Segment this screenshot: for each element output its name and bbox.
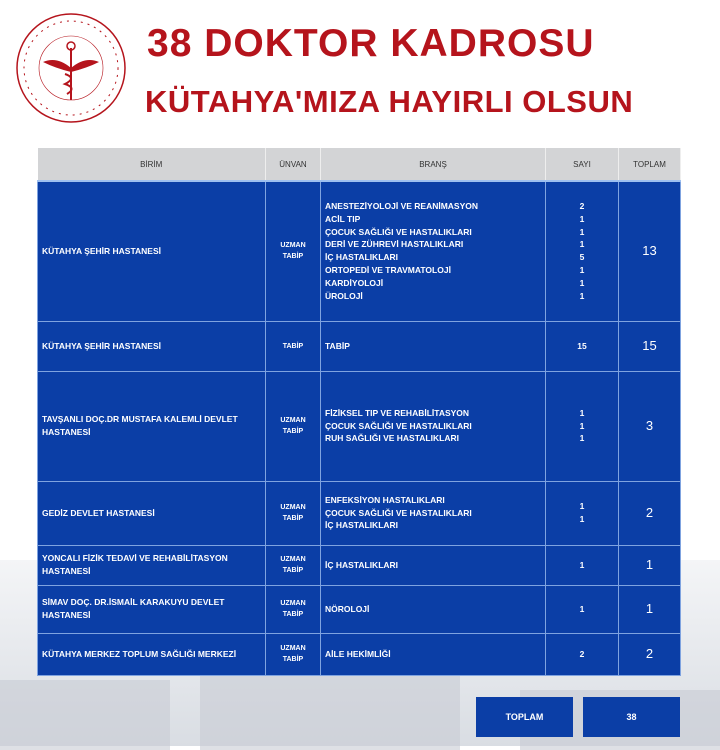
cell-sayi bbox=[546, 585, 619, 633]
cell-toplam-line: 3 bbox=[645, 417, 654, 433]
cell-birim bbox=[38, 585, 266, 633]
cell-birim-line: YONCALI FİZİK TEDAVİ VE REHABİLİTASYON HASTANESİ bbox=[42, 553, 228, 576]
cell-unvan-line: UZMAN bbox=[280, 645, 306, 652]
cell-birim bbox=[38, 481, 266, 545]
cell-unvan-line: UZMAN bbox=[280, 600, 306, 607]
cell-brans-line: NÖROLOJİ bbox=[325, 603, 370, 614]
col-birim: BİRİM bbox=[38, 148, 266, 181]
cell-birim-line: TAVŞANLI DOÇ.DR MUSTAFA KALEMLİ DEVLET HASTANESİ bbox=[42, 414, 238, 437]
cell-birim bbox=[38, 633, 266, 675]
ministry-of-health-logo bbox=[15, 12, 127, 124]
cell-sayi-line: 1 bbox=[579, 407, 585, 418]
cell-unvan bbox=[266, 545, 321, 585]
cell-brans-line: RUH SAĞLIĞI VE HASTALIKLARI bbox=[325, 433, 459, 444]
cell-birim-line: KÜTAHYA ŞEHİR HASTANESİ bbox=[42, 340, 162, 351]
cell-sayi bbox=[546, 481, 619, 545]
cell-brans-line: ÜROLOJİ bbox=[325, 290, 363, 301]
cell-unvan bbox=[266, 481, 321, 545]
cell-toplam-line: 1 bbox=[645, 600, 654, 616]
cell-sayi-line: 1 bbox=[579, 501, 585, 512]
cell-sayi-line: 2 bbox=[579, 648, 585, 659]
cell-brans bbox=[321, 633, 546, 675]
cell-sayi bbox=[546, 371, 619, 481]
cell-sayi-line: 1 bbox=[579, 420, 585, 431]
col-brans: BRANŞ bbox=[321, 148, 546, 181]
cell-toplam-line: 2 bbox=[645, 645, 654, 661]
cell-toplam-line: 2 bbox=[645, 504, 654, 520]
doctor-staff-table bbox=[37, 148, 681, 676]
cell-sayi bbox=[546, 545, 619, 585]
cell-unvan-line: TABİP bbox=[282, 611, 304, 618]
cell-birim-line: GEDİZ DEVLET HASTANESİ bbox=[42, 507, 155, 518]
table-row bbox=[38, 633, 681, 675]
cell-unvan bbox=[266, 181, 321, 321]
cell-sayi bbox=[546, 633, 619, 675]
cell-brans bbox=[321, 181, 546, 321]
cell-birim-line: KÜTAHYA MERKEZ TOPLUM SAĞLIĞI MERKEZİ bbox=[42, 648, 237, 659]
cell-brans-line: ENFEKSİYON HASTALIKLARI bbox=[325, 494, 445, 505]
cell-sayi-line: 1 bbox=[579, 433, 585, 444]
table-row bbox=[38, 181, 681, 321]
cell-unvan-line: TABİP bbox=[282, 656, 304, 663]
cell-brans-line: ÇOCUK SAĞLIĞI VE HASTALIKLARI bbox=[325, 507, 472, 518]
cell-toplam bbox=[619, 633, 681, 675]
table-row bbox=[38, 585, 681, 633]
cell-sayi-line: 1 bbox=[579, 265, 585, 276]
cell-unvan-line: TABİP bbox=[282, 253, 304, 261]
cell-birim-line: SİMAV DOÇ. DR.İSMAİL KARAKUYU DEVLET HASTANESİ bbox=[42, 597, 225, 620]
col-unvan: ÜNVAN bbox=[266, 148, 321, 181]
cell-sayi-line: 1 bbox=[579, 603, 585, 614]
table-row bbox=[38, 481, 681, 545]
cell-brans-line: KARDİYOLOJİ bbox=[325, 277, 384, 288]
cell-sayi bbox=[546, 321, 619, 371]
cell-brans-line: ÇOCUK SAĞLIĞI VE HASTALIKLARI bbox=[325, 420, 472, 431]
cell-brans bbox=[321, 321, 546, 371]
table-header bbox=[38, 148, 681, 181]
cell-sayi-line: 1 bbox=[579, 514, 585, 524]
cell-brans-line: İÇ HASTALIKLARI bbox=[325, 559, 399, 570]
cell-toplam bbox=[619, 481, 681, 545]
cell-sayi-line: 1 bbox=[579, 559, 585, 570]
cell-brans bbox=[321, 585, 546, 633]
page-subtitle: KÜTAHYA'MIZA HAYIRLI OLSUN bbox=[145, 84, 634, 119]
cell-brans-line: ORTOPEDİ VE TRAVMATOLOJİ bbox=[325, 265, 451, 276]
cell-sayi-line: 15 bbox=[577, 340, 587, 351]
col-sayi: SAYI bbox=[546, 148, 619, 181]
cell-sayi-line: 1 bbox=[579, 290, 585, 301]
cell-brans-line: İÇ HASTALIKLARI bbox=[325, 520, 399, 531]
table-row bbox=[38, 371, 681, 481]
cell-birim bbox=[38, 181, 266, 321]
cell-brans bbox=[321, 371, 546, 481]
cell-unvan-line: TABİP bbox=[282, 567, 304, 574]
page-title: 38 DOKTOR KADROSU bbox=[147, 22, 595, 65]
col-toplam: TOPLAM bbox=[619, 148, 681, 181]
cell-sayi-line: 1 bbox=[579, 277, 585, 288]
cell-unvan-line: TABİP bbox=[282, 515, 304, 522]
cell-brans-line: FİZİKSEL TIP VE REHABİLİTASYON bbox=[325, 407, 470, 418]
cell-unvan-line: TABİP bbox=[282, 342, 304, 350]
cell-unvan-line: UZMAN bbox=[280, 556, 306, 563]
cell-toplam-line: 15 bbox=[642, 337, 657, 353]
cell-unvan bbox=[266, 321, 321, 371]
cell-toplam-line: 1 bbox=[645, 556, 654, 572]
cell-sayi-line: 2 bbox=[579, 201, 585, 212]
cell-brans bbox=[321, 545, 546, 585]
cell-sayi-line: 5 bbox=[579, 252, 585, 263]
cell-brans-line: AİLE HEKİMLİĞİ bbox=[325, 648, 391, 659]
cell-birim-line: KÜTAHYA ŞEHİR HASTANESİ bbox=[42, 245, 162, 256]
cell-brans-line: TABİP bbox=[325, 340, 350, 351]
cell-sayi-line: 1 bbox=[579, 239, 585, 250]
cell-unvan bbox=[266, 371, 321, 481]
total-value: 38 bbox=[583, 697, 680, 737]
cell-brans-line: ACİL TIP bbox=[325, 213, 361, 224]
cell-toplam bbox=[619, 321, 681, 371]
cell-toplam bbox=[619, 181, 681, 321]
cell-unvan-line: UZMAN bbox=[280, 504, 306, 511]
table-row bbox=[38, 321, 681, 371]
cell-toplam-line: 13 bbox=[642, 242, 657, 258]
cell-unvan-line: UZMAN bbox=[280, 242, 306, 250]
cell-brans-line: ÇOCUK SAĞLIĞI VE HASTALIKLARI bbox=[325, 226, 472, 237]
cell-unvan-line: TABİP bbox=[282, 428, 304, 435]
total-label: TOPLAM bbox=[476, 697, 573, 737]
cell-brans-line: İÇ HASTALIKLARI bbox=[325, 252, 399, 263]
cell-toplam bbox=[619, 371, 681, 481]
cell-unvan bbox=[266, 585, 321, 633]
cell-sayi bbox=[546, 181, 619, 321]
cell-sayi-line: 1 bbox=[579, 226, 585, 237]
cell-toplam bbox=[619, 585, 681, 633]
cell-birim bbox=[38, 321, 266, 371]
cell-brans-line: DERİ VE ZÜHREVİ HASTALIKLARI bbox=[325, 239, 464, 250]
cell-birim bbox=[38, 371, 266, 481]
cell-unvan bbox=[266, 633, 321, 675]
cell-brans-line: ANESTEZİYOLOJİ VE REANİMASYON bbox=[325, 201, 479, 212]
table-row bbox=[38, 545, 681, 585]
cell-brans bbox=[321, 481, 546, 545]
cell-toplam bbox=[619, 545, 681, 585]
cell-sayi-line: 1 bbox=[579, 213, 585, 224]
cell-birim bbox=[38, 545, 266, 585]
cell-unvan-line: UZMAN bbox=[280, 417, 306, 424]
